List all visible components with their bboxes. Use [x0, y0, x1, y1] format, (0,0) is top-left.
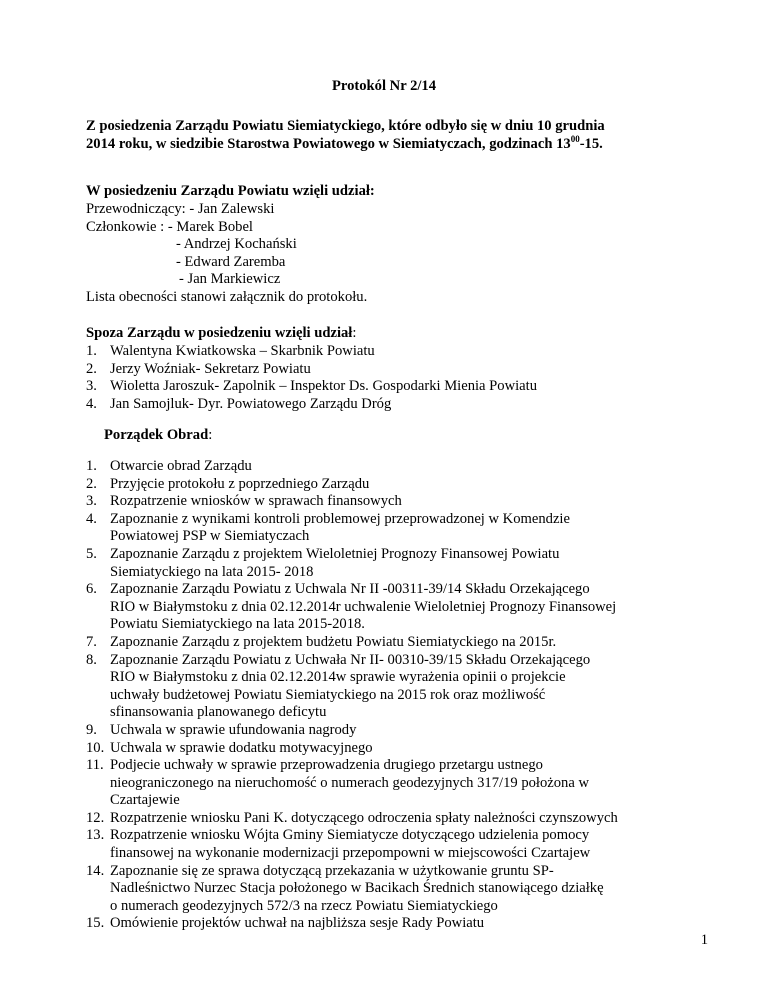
- agenda-item: [86, 546, 686, 581]
- time-superscript: 00: [570, 133, 580, 144]
- agenda-heading-colon: :: [208, 427, 213, 443]
- item-text: Rozpatrzenie wniosku Wójta Gminy Siemiatycze dotyczącego udzielenia pomocy finansowej na wykonanie modernizacji przepompowni w miejscowości Czartajew: [110, 827, 591, 862]
- item-number: 1.: [86, 343, 97, 359]
- item-number: 5.: [86, 545, 97, 562]
- subject-line-2-text: 2014 roku, w siedzibie Starostwa Powiatowego w Siemiatyczach, godzinach 13: [86, 135, 571, 152]
- agenda-item: [86, 863, 686, 916]
- item-number: 1.: [86, 458, 97, 474]
- item-number: 10.: [86, 739, 105, 756]
- item-text: Rozpatrzenie wniosków w sprawach finansowych: [110, 493, 402, 510]
- members-first: Członkowie : - Marek Bobel: [86, 218, 253, 235]
- agenda-heading-text: Porządek Obrad: [104, 427, 209, 443]
- item-number: 7.: [86, 633, 97, 650]
- member: - Jan Markiewicz: [179, 271, 281, 288]
- item-text: Zapoznanie Zarządu z projektem budżetu Powiatu Siemiatyckiego na 2015r.: [110, 633, 557, 650]
- item-number: 2.: [86, 475, 97, 492]
- item-number: 8.: [86, 651, 97, 668]
- item-number: 3.: [86, 493, 97, 510]
- guests-list: [86, 343, 686, 413]
- guests-heading: [86, 325, 686, 343]
- agenda-item: [86, 827, 686, 862]
- item-text: Omówienie projektów uchwał na najbliższa sesje Rady Powiatu: [110, 915, 485, 932]
- list-item: [86, 378, 686, 396]
- item-text: Otwarcie obrad Zarządu: [110, 458, 252, 474]
- list-item: [86, 361, 686, 379]
- item-text: Uchwala w sprawie dodatku motywacyjnego: [110, 739, 373, 756]
- item-text: Zapoznanie Zarządu Powiatu z Uchwala Nr II -00311-39/14 Składu Orzekającego RIO w Białymstoku z dnia 02.12.2014r uchwalenie Wieloletniej Prognozy Finansowej Powiatu Siemiatyckiego na lata 2015-2018.: [110, 581, 617, 633]
- page-number: 1: [700, 932, 708, 948]
- agenda-item: [86, 652, 686, 722]
- meeting-subject: [86, 118, 686, 153]
- item-text: Przyjęcie protokołu z poprzedniego Zarządu: [110, 475, 370, 492]
- agenda-item: [86, 757, 686, 810]
- agenda-item: [86, 740, 686, 758]
- item-text: Zapoznanie z wynikami kontroli problemowej przeprowadzonej w Komendzie Powiatowej PSP w Siemiatyczach: [110, 510, 570, 545]
- item-text: Wioletta Jaroszuk- Zapolnik – Inspektor Ds. Gospodarki Mienia Powiatu: [110, 378, 538, 395]
- item-number: 9.: [86, 721, 97, 738]
- agenda-item: [86, 458, 686, 476]
- agenda-item: [86, 511, 686, 546]
- subject-line-2: [86, 133, 686, 154]
- agenda-item: [86, 634, 686, 652]
- attendees-list: [86, 201, 706, 307]
- item-text: Uchwala w sprawie ufundowania nagrody: [110, 721, 357, 738]
- guests-heading-colon: :: [352, 325, 357, 341]
- item-text: Podjecie uchwały w sprawie przeprowadzenia drugiego przetargu ustnego nieograniczonego na nieruchomość o numerach geodezyjnych 317/19 położona w Czartajewie: [110, 757, 589, 809]
- agenda-item: [86, 476, 686, 494]
- item-number: 6.: [86, 581, 97, 598]
- item-text: Zapoznanie się ze sprawa dotyczącą przekazania w użytkowanie gruntu SP- Nadleśnictwo Nurzec Stacja położonego w Bacikach Średnich stanowiącego działkę o numerach geodezyjnych 572/3 na rzecz Powiatu Siemiatyckiego: [110, 862, 604, 914]
- guests-heading-text: Spoza Zarządu w posiedzeniu wzięli udział: [86, 325, 353, 341]
- agenda-heading: [104, 427, 212, 445]
- item-number: 14.: [86, 862, 105, 879]
- document-title: Protokól Nr 2/14: [331, 78, 437, 94]
- agenda-item: [86, 810, 686, 828]
- member: - Edward Zaremba: [176, 253, 286, 270]
- list-item: [86, 343, 686, 361]
- agenda-item: [86, 493, 686, 511]
- agenda-item: [86, 581, 686, 634]
- attendance-note: Lista obecności stanowi załącznik do protokołu.: [86, 288, 368, 305]
- attendees-heading: W posiedzeniu Zarządu Powiatu wzięli udział:: [86, 183, 375, 199]
- item-text: Zapoznanie Zarządu Powiatu z Uchwała Nr II- 00310-39/15 Składu Orzekającego RIO w Białymstoku z dnia 02.12.2014w sprawie wyrażenia opinii o projekcie uchwały budżetowej Powiatu Siemiatyckiego na 2015 rok oraz możliwość sfinansowania planowanego deficytu: [110, 651, 591, 721]
- item-number: 3.: [86, 378, 97, 395]
- item-text: Jerzy Woźniak- Sekretarz Powiatu: [110, 360, 311, 377]
- agenda-item: [86, 915, 686, 933]
- agenda-list: [86, 458, 686, 933]
- item-text: Zapoznanie Zarządu z projektem Wieloletniej Prognozy Finansowej Powiatu Siemiatyckiego na lata 2015- 2018: [110, 545, 560, 580]
- item-text: Jan Samojluk- Dyr. Powiatowego Zarządu Dróg: [110, 395, 392, 412]
- item-text: Walentyna Kwiatkowska – Skarbnik Powiatu: [110, 343, 375, 359]
- member: - Andrzej Kochański: [176, 236, 297, 253]
- chairman: Przewodniczący: - Jan Zalewski: [86, 201, 275, 217]
- item-number: 12.: [86, 809, 105, 826]
- item-text: Rozpatrzenie wniosku Pani K. dotyczącego odroczenia spłaty należności czynszowych: [110, 809, 618, 826]
- item-number: 2.: [86, 360, 97, 377]
- item-number: 13.: [86, 827, 105, 844]
- agenda-item: [86, 722, 686, 740]
- list-item: [86, 396, 686, 414]
- item-number: 15.: [86, 915, 105, 932]
- item-number: 11.: [86, 757, 104, 774]
- subject-line-2-end: -15.: [579, 135, 603, 152]
- subject-line-1: Z posiedzenia Zarządu Powiatu Siemiatyckiego, które odbyło się w dniu 10 grudnia: [86, 118, 605, 134]
- item-number: 4.: [86, 510, 97, 527]
- item-number: 4.: [86, 395, 97, 412]
